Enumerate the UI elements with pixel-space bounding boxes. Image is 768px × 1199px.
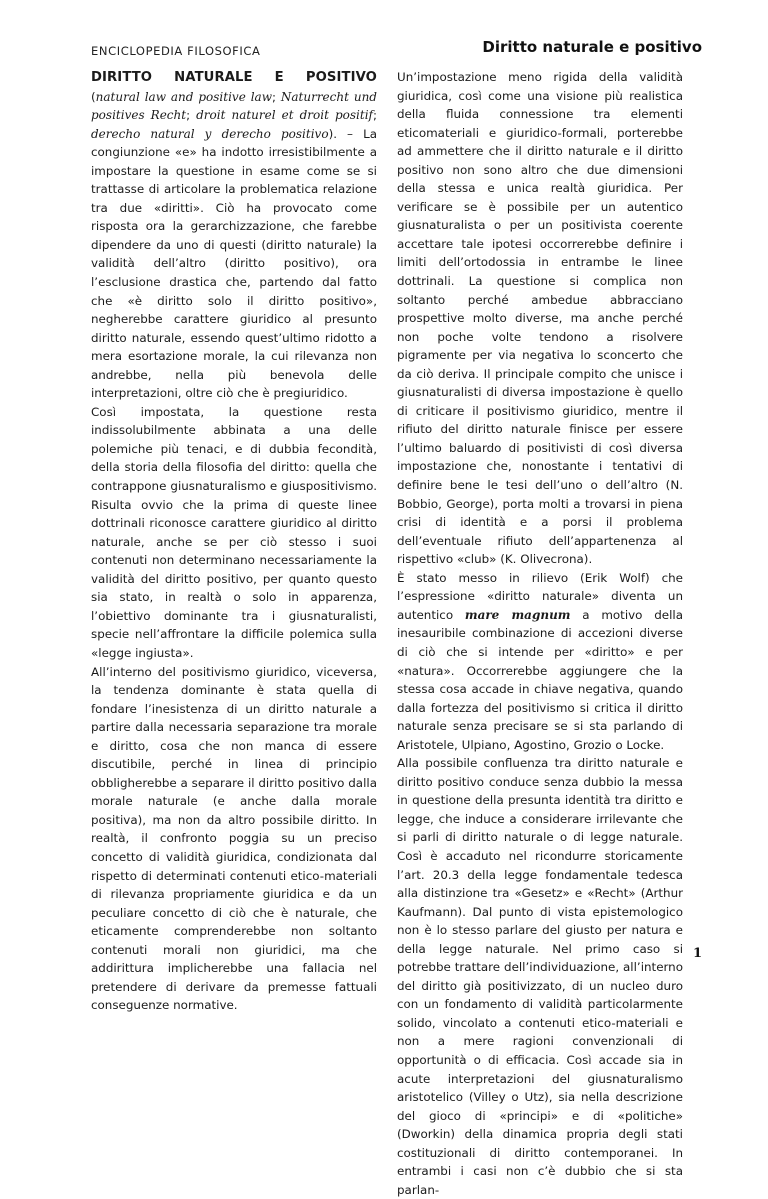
translation-spanish: derecho natural y derecho positivo [91, 126, 329, 141]
open-paren: ( [91, 89, 96, 104]
paragraph-3: All’interno del positivismo giuridico, viceversa, la tendenza dominante è stata quella di fondare l’inesistenza di un diritto naturale a partire dalla necessaria separazione tra morale e diritto, cosa che non manca di essere discutibile, perché in linea di principio obbligherebbe a separare il diritto positivo dalla morale naturale (e anche dalla morale positiva), ma non da altro possibile diritto. In realtà, il confronto poggia su un preciso concetto di validità giuridica, condizionata dal rispetto di determinati contenuti etico-materiali di rilevanza propriamente giuridica e da un peculiare concetto di ciò che è naturale, che eticamente comprenderebbe non soltanto contenuti morali non giuridici, ma che addirittura implicherebbe una fallacia nel pretendere di derivare da premesse fattuali conseguenze normative. [91, 664, 377, 1013]
intro-text: ). – La congiunzione «e» ha indotto irresistibilmente a impostare la questione in esame come se si trattasse di articolare la problematica relazione tra due «diritti». Ciò ha provocato come risposta ora la gerarchizzazione, che farebbe dipendere da uno di questi (diritto naturale) la validità dell’altro (diritto positivo), ora l’esclusione drastica che, partendo dal fatto che «è diritto solo il diritto positivo», negherebbe carattere giuridico al presunto diritto naturale, essendo quest’ultimo ridotto a mera esortazione morale, la cui rilevanza non andrebbe, nella più benevola delle interpretazioni, oltre ciò che è pregiuridico. [91, 126, 377, 401]
running-title: Diritto naturale e positivo [482, 38, 702, 56]
separator: ; [271, 89, 281, 104]
page-header [91, 38, 702, 62]
paragraph-5 [397, 569, 683, 754]
mare-magnum-emphasis: mare magnum [464, 607, 571, 622]
separator: ; [186, 108, 197, 123]
page-number: 1 [692, 946, 702, 961]
paragraph-2: Così impostata, la questione resta indissolubilmente abbinata a una delle polemiche più tenaci, e di dubbia fecondità, della storia della filosofia del diritto: quella che contrappone giusnaturalismo e giuspositivismo. Risulta ovvio che la prima di queste linee dottrinali riconosce carattere giuridico al diritto naturale, anche se per ciò stesso i suoi contenuti non determinano necessariamente la validità del diritto positivo, per quanto questo sia stato, in realtà o solo in apparenza, l’obiettivo dominante tra i giusnaturalisti, specie nell’affrontare la difficile polemica sulla «legge ingiusta». [91, 404, 377, 660]
left-column [91, 68, 377, 1015]
encyclopedia-name: ENCICLOPEDIA FILOSOFICA [91, 44, 261, 58]
entry-title: DIRITTO NATURALE E POSITIVO [91, 70, 377, 85]
paragraph-4-continued: Un’impostazione meno rigida della validità giuridica, così come una visione più realistica della fluida connessione tra elementi eticomateriali e giuridico-formali, porterebbe ad ammettere che il diritto naturale e il diritto positivo non sono altro che due dimensioni della stessa e unica realtà giuridica. Per verificare se è possibile per un autentico giusnaturalista o per un positivista coerente accettare tale ipotesi occorrerebbe definire i limiti dell’ortodossia in entrambe le linee dottrinali. La questione si complica non soltanto perché ambedue abbracciano prospettive molto diverse, ma anche perché non poche volte tendono a risolvere pigramente per via negativa lo sconcerto che da ciò deriva. Il principale compito che unisce i giusnaturalisti di diversa impostazione è quello di criticare il positivismo giuridico, mentre il rifiuto del diritto naturale finisce per essere l’ultimo baluardo di positivisti di così diversa impostazione che, nonostante i tentativi di definire bene le tesi dell’uno o dell’altro (N. Bobbio, George), porta molti a trovarsi in piena crisi di identità e a porsi il problema dell’eventuale rifiuto dell’appartenenza al rispettivo «club» (K. Olivecrona). [397, 70, 683, 567]
entry-intro-paragraph [91, 68, 377, 403]
translation-english: natural law and positive law [95, 89, 272, 104]
translation-french: droit naturel et droit positif [196, 108, 373, 123]
separator: ; [372, 108, 377, 123]
translation-german: Naturrecht und positives Recht [91, 89, 377, 123]
paragraph-5-text: È stato messo in rilievo (Erik Wolf) che l’espressione «diritto naturale» diventa un autentico [397, 570, 683, 622]
right-column [397, 68, 683, 1199]
paragraph-6: Alla possibile confluenza tra diritto naturale e diritto positivo conduce senza dubbio la messa in questione della presunta identità tra diritto e legge, che induce a considerare irrilevante che si parli di diritto naturale o di legge naturale. Così è accaduto nel ricondurre storicamente l’art. 20.3 della legge fondamentale tedesca alla distinzione tra «Gesetz» e «Recht» (Arthur Kaufmann). Dal punto di vista epistemologico non è lo stesso parlare del giusto per natura e della legge naturale. Nel primo caso si potrebbe trattare dell’individuazione, all’interno del diritto già positivizzato, di un nucleo duro con un fondamento di validità particolarmente solido, vincolato a contenuti etico-materiali e non a mere ragioni convenzionali di opportunità o di efficacia. Così accade sia in acute interpretazioni del giusnaturalismo aristotelico (Villey o Utz), sia nella descrizione del gioco di «principi» e di «politiche» (Dworkin) della dinamica propria degli stati costituzionali di diritto contemporanei. In entrambi i casi non c’è dubbio che si sta parlan- [397, 756, 683, 1197]
paragraph-5-text: a motivo della inesauribile combinazione di accezioni diverse di ciò che si intende per «diritto» e per «natura». Occorrerebbe aggiungere che la stessa cosa accade in chiave negativa, quando dalla fortezza del positivismo si critica il diritto naturale senza precisare se si sta parlando di Aristotele, Ulpiano, Agostino, Grozio o Locke. [397, 607, 683, 752]
